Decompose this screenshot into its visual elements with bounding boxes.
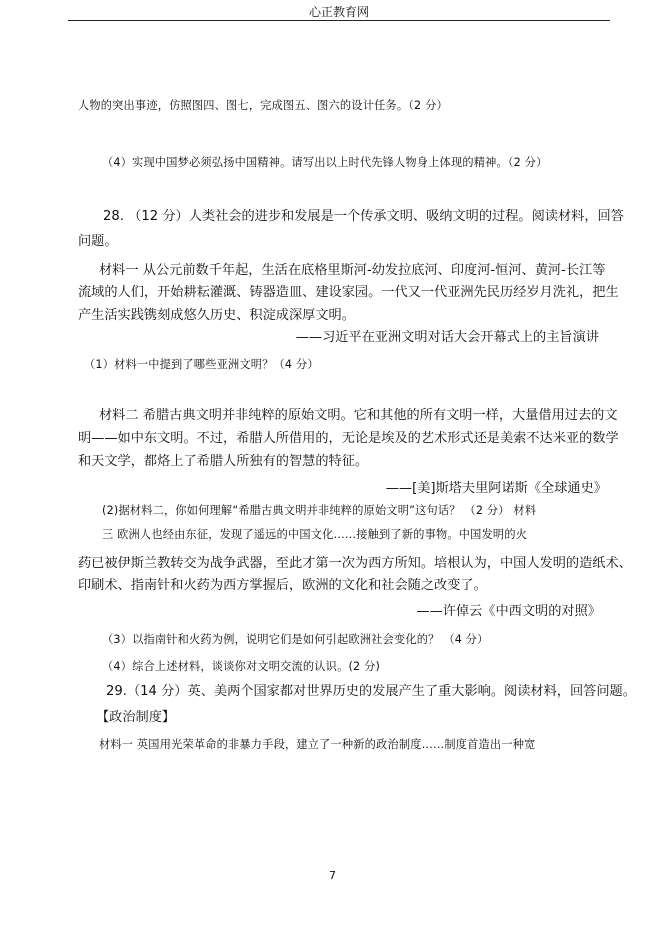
- source-attribution: ——习近平在亚洲文明对话大会开幕式上的主旨演讲: [295, 330, 599, 345]
- section-heading: 【政治制度】: [96, 710, 176, 725]
- material-three: 三 欧洲人也经由东征，发现了遥远的中国文化……接触到了新的事物。中国发明的火: [102, 528, 528, 541]
- material-one: 材料一 英国用光荣革命的非暴力手段，建立了一种新的政治制度……制度首造出一种宽: [99, 738, 536, 751]
- page-number: 7: [329, 869, 336, 882]
- text-line: 流域的人们，开始耕耘灌溉、铸器造皿、建设家园。一代又一代亚洲先民历经岁月洗礼，把生: [78, 285, 619, 300]
- question-29-stem: 29.（14 分）英、美两个国家都对世界历史的发展产生了重大影响。阅读材料，回答问题。: [106, 684, 636, 699]
- material-two: 材料二 希腊古典文明并非纯粹的原始文明。它和其他的所有文明一样，大量借用过去的文: [99, 408, 618, 423]
- page-header: 心正教育网: [308, 5, 369, 19]
- text-line: 问题。: [78, 234, 118, 249]
- header-divider: [68, 20, 610, 21]
- text-line: 和天文学，都烙上了希腊人所独有的智慧的特征。: [78, 454, 369, 469]
- text-line: 印刷术、指南针和火药为西方掌握后，欧洲的文化和社会随之改变了。: [78, 578, 487, 593]
- source-attribution: ——[美]斯塔夫里阿诺斯《全球通史》: [385, 481, 607, 496]
- sub-question: （1）材料一中提到了哪些亚洲文明？（4 分）: [84, 358, 319, 371]
- sub-question: （4）综合上述材料，谈谈你对文明交流的认识。(2 分): [102, 660, 381, 673]
- text-line: 人物的突出事迹，仿照图四、图七，完成图五、图六的设计任务。（2 分）: [78, 99, 448, 112]
- sub-question: (2)据材料二，你如何理解“希腊古典文明并非纯粹的原始文明”这句话？ （2 分） 材料: [102, 504, 537, 517]
- text-line: 药已被伊斯兰教转交为战争武器，至此才第一次为西方所知。培根认为，中国人发明的造纸术、: [78, 556, 632, 571]
- question-28-stem: 28. （12 分）人类社会的进步和发展是一个传承文明、吸纳文明的过程。阅读材料，回答: [103, 209, 624, 224]
- material-one: 材料一 从公元前数千年起，生活在底格里斯河-幼发拉底河、印度河-恒河、黄河-长江等: [99, 263, 606, 278]
- text-line: （4）实现中国梦必须弘扬中国精神。请写出以上时代先锋人物身上体现的精神。（2 分）: [102, 156, 548, 169]
- text-line: 产生活实践镌刻成悠久历史、积淀成深厚文明。: [78, 308, 355, 323]
- source-attribution: ——许倬云《中西文明的对照》: [416, 604, 601, 619]
- text-line: 明——如中东文明。不过，希腊人所借用的，无论是埃及的艺术形式还是美索不达米亚的数学: [78, 431, 619, 446]
- sub-question: （3）以指南针和火药为例，说明它们是如何引起欧洲社会变化的？ （4 分）: [102, 633, 489, 646]
